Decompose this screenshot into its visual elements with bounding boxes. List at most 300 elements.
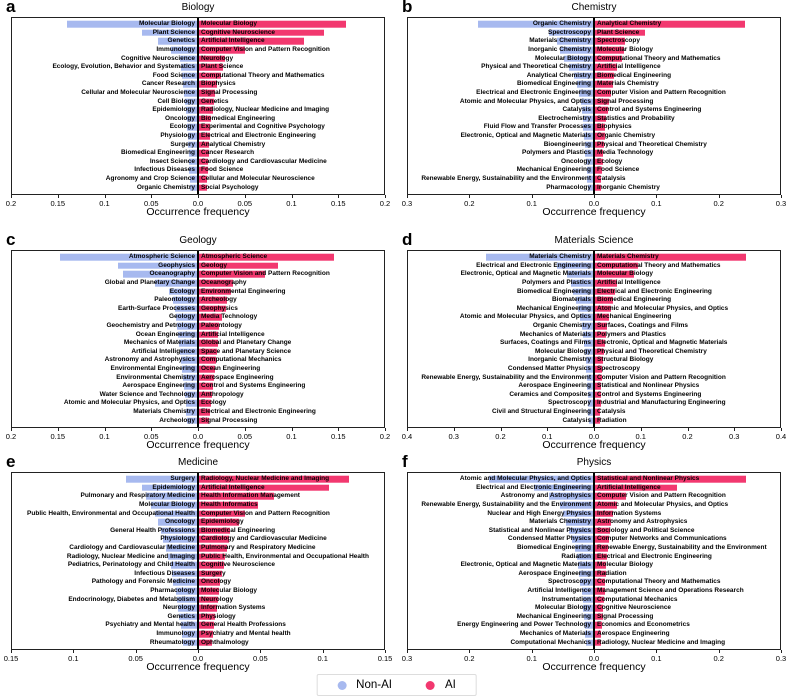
ai-label: Biomedical Engineering: [201, 114, 276, 122]
ai-label: Computational Mechanics: [201, 356, 282, 364]
nonai-label: Mechanical Engineering: [516, 166, 591, 174]
x-tick-mark: [198, 428, 199, 431]
x-tick-label: 0.15: [330, 432, 346, 441]
nonai-label: Materials Chemistry: [133, 407, 195, 415]
nonai-label: Atomic and Molecular Physics, and Optics: [459, 475, 591, 483]
ai-label: Information Systems: [597, 509, 662, 517]
nonai-label: Organic Chemistry: [136, 183, 195, 191]
x-tick-label: 0.1: [635, 432, 646, 441]
ai-label: Cognitive Neuroscience: [201, 560, 276, 568]
nonai-label: Endocrinology, Diabetes and Metabolism: [68, 595, 195, 603]
x-tick-label: 0.4: [775, 432, 787, 441]
nonai-label: Radiology, Nuclear Medicine and Imaging: [66, 552, 195, 560]
panel-title: Materials Science: [554, 235, 634, 246]
x-axis-title: Occurrence frequency: [542, 439, 646, 451]
ai-label: General Health Professions: [201, 621, 286, 629]
ai-label: Public Health, Environmental and Occupational Health: [201, 552, 369, 560]
ai-label: Atmospheric Science: [201, 253, 268, 261]
ai-legend-dot-icon: [426, 681, 435, 690]
nonai-label: Analytical Chemistry: [526, 71, 591, 79]
legend-item-ai: [426, 679, 456, 691]
center-axis-line: [593, 251, 595, 427]
nonai-label: Biomedical Engineering: [120, 148, 195, 156]
x-tick-mark: [58, 428, 59, 431]
ai-label: Control and Systems Engineering: [201, 381, 306, 389]
nonai-label: Physical and Theoretical Chemistry: [481, 63, 591, 71]
nonai-label: Computational Mechanics: [510, 638, 591, 646]
nonai-legend-label: Non-AI: [356, 679, 392, 691]
x-tick-label: 0.4: [401, 432, 413, 441]
ai-label: Electrical and Electronic Engineering: [201, 131, 316, 139]
nonai-label: Astronomy and Astrophysics: [104, 356, 195, 364]
x-tick-mark: [547, 428, 548, 431]
panel-letter-d: d: [402, 230, 413, 249]
nonai-label: Archeology: [159, 416, 195, 424]
ai-label: Artificial Intelligence: [201, 483, 265, 491]
ai-label: Plant Science: [597, 28, 640, 36]
nonai-label: Electronic, Optical and Magnetic Materials: [460, 560, 591, 568]
ai-label: Aerospace Engineering: [201, 373, 274, 381]
x-tick-label: 0.05: [237, 199, 253, 208]
nonai-label: Atomic and Molecular Physics, and Optics: [459, 313, 591, 321]
ai-label: Atomic and Molecular Physics, and Optics: [597, 304, 729, 312]
center-axis-line: [197, 18, 199, 194]
nonai-legend-dot-icon: [337, 681, 346, 690]
legend-item-nonai: [337, 679, 392, 691]
x-tick-mark: [292, 428, 293, 431]
nonai-label: Molecular Biology: [139, 500, 195, 508]
x-tick-label: 0.05: [128, 654, 143, 663]
nonai-label: Mechanics of Materials: [519, 629, 591, 637]
ai-label: Molecular Biology: [201, 586, 257, 594]
ai-label: Computational Theory and Mathematics: [597, 54, 721, 62]
panel-a: [0, 0, 396, 233]
panel-c: [0, 230, 396, 455]
x-tick-label: 0.1: [317, 654, 328, 663]
nonai-label: Insect Science: [149, 157, 195, 165]
ai-label: Materials Chemistry: [597, 80, 659, 88]
nonai-label: Psychiatry and Mental health: [105, 621, 195, 629]
nonai-label: Food Science: [152, 71, 195, 79]
ai-label: Economics and Econometrics: [597, 621, 690, 629]
nonai-label: Civil and Structural Engineering: [492, 407, 591, 415]
x-tick-mark: [105, 195, 106, 198]
ai-label: Statistical and Nonlinear Physics: [597, 475, 700, 483]
nonai-label: Pathology and Forensic Medicine: [91, 578, 195, 586]
nonai-label: Pharmacology: [150, 586, 195, 594]
nonai-label: Polymers and Plastics: [521, 278, 591, 286]
nonai-label: Materials Chemistry: [529, 518, 591, 526]
nonai-label: Renewable Energy, Sustainability and the Environment: [421, 373, 591, 381]
nonai-label: Atomic and Molecular Physics, and Optics: [63, 399, 195, 407]
ai-label: Aerospace Engineering: [597, 629, 670, 637]
nonai-label: Materials Chemistry: [529, 37, 591, 45]
ai-label: Oncology: [201, 578, 231, 586]
nonai-label: Renewable Energy, Sustainability and the Environment: [421, 174, 591, 182]
x-tick-mark: [781, 195, 782, 198]
x-tick-mark: [781, 650, 782, 653]
ai-label: Radiology, Nuclear Medicine and Imaging: [201, 105, 330, 113]
ai-label: Anthropology: [201, 390, 244, 398]
x-tick-mark: [781, 428, 782, 431]
ai-label: Health Informatics: [201, 500, 258, 508]
nonai-label: Astronomy and Astrophysics: [500, 492, 591, 500]
x-tick-label: 0.1: [651, 654, 662, 663]
x-tick-mark: [594, 650, 595, 653]
ai-label: Food Science: [597, 166, 640, 174]
ai-label: Neurology: [201, 595, 234, 603]
x-tick-mark: [11, 428, 12, 431]
nonai-label: Inorganic Chemistry: [528, 356, 591, 364]
nonai-label: Electrical and Electronic Engineering: [476, 88, 591, 96]
x-tick-label: 0.2: [495, 432, 506, 441]
nonai-label: Organic Chemistry: [532, 321, 591, 329]
plot-area: [407, 472, 781, 650]
x-tick-mark: [594, 428, 595, 431]
ai-label: Electrical and Electronic Engineering: [201, 407, 316, 415]
plot-area: [407, 17, 781, 195]
nonai-label: Polymers and Plastics: [521, 148, 591, 156]
nonai-label: Cancer Research: [141, 80, 195, 88]
x-tick-mark: [260, 650, 261, 653]
x-tick-label: 0.2: [713, 654, 724, 663]
ai-label: Electrical and Electronic Engineering: [597, 287, 712, 295]
nonai-label: Ecology: [169, 123, 195, 131]
nonai-label: Mechanical Engineering: [516, 304, 591, 312]
nonai-label: Catalysis: [562, 416, 591, 424]
panel-letter-f: f: [402, 452, 408, 471]
x-tick-label: 0.1: [68, 654, 79, 663]
x-tick-mark: [338, 195, 339, 198]
nonai-label: Cognitive Neuroscience: [120, 54, 195, 62]
ai-label: Biomedical Engineering: [201, 526, 276, 534]
ai-label: Psychiatry and Mental health: [201, 629, 291, 637]
x-tick-label: 0.1: [542, 432, 553, 441]
ai-label: Surgery: [201, 569, 226, 577]
ai-label: Computer Vision and Pattern Recognition: [201, 270, 330, 278]
x-tick-label: 0.05: [237, 432, 253, 441]
ai-label: Media Technology: [201, 313, 258, 321]
ai-label: Health Information Management: [201, 492, 300, 500]
plot-area: [11, 17, 385, 195]
x-tick-label: 0.0: [192, 654, 204, 663]
nonai-label: Ecology, Evolution, Behavior and Systematics: [52, 63, 195, 71]
ai-label: Computational Theory and Mathematics: [597, 578, 721, 586]
nonai-label: Bioengineering: [543, 140, 591, 148]
ai-label: Mechanical Engineering: [597, 313, 672, 321]
nonai-label: Oncology: [561, 157, 591, 165]
ai-label: Social Psychology: [201, 183, 259, 191]
x-tick-label: 0.2: [464, 654, 475, 663]
nonai-label: Statistical and Nonlinear Physics: [488, 526, 591, 534]
x-tick-label: 0.0: [192, 432, 204, 441]
nonai-label: Environmental Engineering: [110, 364, 195, 372]
ai-label: Paleontology: [201, 321, 242, 329]
nonai-label: Ecology: [169, 287, 195, 295]
nonai-label: Nuclear and High Energy Physics: [487, 509, 591, 517]
nonai-label: Condensed Matter Physics: [507, 364, 591, 372]
x-tick-label: 0.2: [379, 432, 391, 441]
nonai-label: Artificial Intelligence: [131, 347, 195, 355]
panel-b: [396, 0, 793, 233]
nonai-label: Electrochemistry: [538, 114, 591, 122]
nonai-label: Surgery: [170, 475, 195, 483]
ai-label: Cognitive Neuroscience: [597, 603, 672, 611]
x-tick-mark: [454, 428, 455, 431]
ai-label: Statistical and Nonlinear Physics: [597, 381, 700, 389]
nonai-label: Pulmonary and Respiratory Medicine: [80, 492, 195, 500]
ai-label: Archeology: [201, 296, 237, 304]
ai-label: Experimental and Cognitive Psychology: [201, 123, 325, 131]
x-axis-title: Occurrence frequency: [146, 661, 250, 673]
nonai-label: Spectroscopy: [548, 28, 591, 36]
nonai-label: Global and Planetary Change: [104, 278, 195, 286]
x-tick-label: 0.1: [651, 199, 662, 208]
ai-label: Computational Theory and Mathematics: [201, 71, 325, 79]
ai-label: Inorganic Chemistry: [597, 183, 660, 191]
nonai-label: Electronic, Optical and Magnetic Materials: [460, 131, 591, 139]
x-axis-title: Occurrence frequency: [146, 206, 250, 218]
x-tick-mark: [501, 428, 502, 431]
panel-d: [396, 230, 793, 455]
x-tick-mark: [407, 428, 408, 431]
x-tick-label: 0.05: [143, 432, 159, 441]
nonai-label: Rheumatology: [149, 638, 195, 646]
nonai-label: Cellular and Molecular Neuroscience: [81, 88, 195, 96]
nonai-label: Molecular Biology: [139, 20, 195, 28]
nonai-label: Biomaterials: [551, 296, 591, 304]
ai-label: Molecular Biology: [201, 20, 257, 28]
x-tick-label: 0.15: [50, 432, 66, 441]
legend: [316, 674, 477, 696]
x-tick-label: 0.1: [99, 199, 110, 208]
nonai-label: Molecular Biology: [535, 603, 591, 611]
nonai-label: Electrical and Electronic Engineering: [476, 483, 591, 491]
x-tick-mark: [151, 428, 152, 431]
x-tick-mark: [688, 428, 689, 431]
nonai-label: Water Science and Technology: [99, 390, 195, 398]
nonai-label: Earth-Surface Processes: [118, 304, 195, 312]
ai-label: Global and Planetary Change: [201, 338, 292, 346]
nonai-label: Biomedical Engineering: [516, 287, 591, 295]
ai-label: Computational Mechanics: [597, 595, 678, 603]
center-axis-line: [593, 18, 595, 194]
ai-label: Artificial Intelligence: [597, 278, 661, 286]
x-tick-label: 0.0: [588, 654, 600, 663]
nonai-label: Ceramics and Composites: [509, 390, 591, 398]
nonai-label: Artificial Intelligence: [527, 586, 591, 594]
nonai-label: Molecular Biology: [535, 54, 591, 62]
ai-label: Cancer Research: [201, 148, 255, 156]
nonai-label: Oncology: [165, 114, 195, 122]
x-tick-label: 0.3: [775, 199, 787, 208]
ai-label: Materials Chemistry: [597, 253, 659, 261]
ai-label: Molecular Biology: [597, 270, 653, 278]
ai-label: Cardiology and Cardiovascular Medicine: [201, 157, 327, 165]
x-tick-mark: [469, 650, 470, 653]
x-tick-label: 0.2: [464, 199, 475, 208]
nonai-label: Spectroscopy: [548, 578, 591, 586]
x-tick-label: 0.2: [713, 199, 724, 208]
x-tick-mark: [532, 195, 533, 198]
center-axis-line: [593, 473, 595, 649]
ai-label: Artificial Intelligence: [201, 330, 265, 338]
x-tick-label: 0.3: [729, 432, 740, 441]
x-axis-title: Occurrence frequency: [542, 206, 646, 218]
ai-label: Electrical and Electronic Engineering: [597, 552, 712, 560]
panel-letter-a: a: [6, 0, 16, 16]
ai-label: Signal Processing: [201, 416, 258, 424]
plot-area: [407, 250, 781, 428]
ai-label: Cellular and Molecular Neuroscience: [201, 174, 315, 182]
nonai-label: Aerospace Engineering: [518, 569, 591, 577]
ai-label: Cognitive Neuroscience: [201, 28, 276, 36]
x-tick-label: 0.3: [401, 199, 413, 208]
panel-title: Geology: [179, 235, 217, 246]
nonai-label: Surgery: [170, 140, 195, 148]
x-tick-mark: [245, 428, 246, 431]
ai-label: Signal Processing: [597, 97, 654, 105]
nonai-label: Geochemistry and Petrology: [106, 321, 195, 329]
x-tick-mark: [385, 428, 386, 431]
x-tick-mark: [469, 195, 470, 198]
x-tick-mark: [198, 195, 199, 198]
x-tick-mark: [11, 195, 12, 198]
nonai-label: Ocean Engineering: [135, 330, 195, 338]
ai-label: Pulmonary and Respiratory Medicine: [201, 543, 316, 551]
nonai-label: Condensed Matter Physics: [507, 535, 591, 543]
ai-label: Polymers and Plastics: [597, 330, 667, 338]
panel-title: Biology: [181, 2, 215, 13]
ai-label: Space and Planetary Science: [201, 347, 291, 355]
nonai-label: Oncology: [165, 518, 195, 526]
x-axis-title: Occurrence frequency: [146, 439, 250, 451]
x-tick-label: 0.2: [5, 199, 17, 208]
ai-label: Physiology: [201, 612, 236, 620]
nonai-label: Genetics: [167, 612, 195, 620]
nonai-label: Renewable Energy, Sustainability and the Environment: [421, 500, 591, 508]
x-tick-mark: [105, 428, 106, 431]
x-tick-mark: [532, 650, 533, 653]
x-tick-label: 0.1: [526, 199, 537, 208]
x-tick-label: 0.15: [50, 199, 66, 208]
ai-label: Physical and Theoretical Chemistry: [597, 140, 707, 148]
ai-label: Ocean Engineering: [201, 364, 261, 372]
nonai-label: Physiology: [160, 131, 195, 139]
nonai-label: Aerospace Engineering: [122, 381, 195, 389]
ai-label: Food Science: [201, 166, 244, 174]
x-tick-mark: [323, 650, 324, 653]
ai-label: Radiation: [597, 569, 627, 577]
ai-label: Structural Biology: [597, 356, 654, 364]
ai-label: Biomedical Engineering: [597, 296, 672, 304]
ai-label: Analytical Chemistry: [597, 20, 662, 28]
ai-label: Electronic, Optical and Magnetic Materials: [597, 338, 728, 346]
x-tick-mark: [594, 195, 595, 198]
nonai-label: Atmospheric Science: [128, 253, 195, 261]
ai-label: Biophysics: [201, 80, 236, 88]
x-tick-label: 0.1: [526, 654, 537, 663]
ai-label: Cardiology and Cardiovascular Medicine: [201, 535, 327, 543]
nonai-label: Infectious Diseases: [134, 569, 195, 577]
x-tick-mark: [58, 195, 59, 198]
center-axis-line: [197, 251, 199, 427]
x-tick-mark: [73, 650, 74, 653]
nonai-label: Geology: [168, 313, 195, 321]
panel-letter-e: e: [6, 452, 16, 471]
ai-label: Environmental Engineering: [201, 287, 286, 295]
nonai-label: Catalysis: [562, 105, 591, 113]
nonai-label: Physiology: [160, 535, 195, 543]
ai-label: Artificial Intelligence: [597, 483, 661, 491]
ai-label: Industrial and Manufacturing Engineering: [597, 399, 726, 407]
nonai-label: Mechanics of Materials: [519, 330, 591, 338]
nonai-label: Electrical and Electronic Engineering: [476, 261, 591, 269]
ai-label: Catalysis: [597, 174, 626, 182]
ai-label: Sociology and Political Science: [597, 526, 695, 534]
ai-label: Radiation: [597, 416, 627, 424]
x-tick-label: 0.3: [775, 654, 787, 663]
ai-label: Radiology, Nuclear Medicine and Imaging: [201, 475, 330, 483]
nonai-label: Geophysics: [158, 261, 195, 269]
x-tick-label: 0.1: [99, 432, 110, 441]
x-tick-mark: [719, 195, 720, 198]
nonai-label: Immunology: [156, 45, 195, 53]
nonai-label: Cell Biology: [157, 97, 195, 105]
ai-label: Analytical Chemistry: [201, 140, 266, 148]
nonai-label: Organic Chemistry: [532, 20, 591, 28]
ai-label: Organic Chemistry: [597, 131, 656, 139]
nonai-label: Paleontology: [154, 296, 195, 304]
x-tick-label: 0.1: [286, 432, 297, 441]
x-tick-label: 0.1: [286, 199, 297, 208]
ai-label: Ecology: [597, 157, 623, 165]
nonai-label: General Health Professions: [110, 526, 195, 534]
x-tick-label: 0.3: [401, 654, 413, 663]
nonai-label: Epidemiology: [152, 483, 195, 491]
nonai-label: Neurology: [162, 603, 195, 611]
ai-label: Molecular Biology: [597, 45, 653, 53]
ai-label: Spectroscopy: [597, 364, 640, 372]
x-tick-label: 0.3: [448, 432, 459, 441]
ai-label: Geology: [201, 261, 228, 269]
ai-label: Computer Vision and Pattern Recognition: [597, 88, 726, 96]
nonai-label: Agronomy and Crop Science: [105, 174, 195, 182]
ai-label: Spectroscopy: [597, 37, 640, 45]
nonai-label: Instrumentation: [541, 595, 591, 603]
x-tick-label: 0.0: [588, 432, 600, 441]
ai-label: Media Technology: [597, 148, 654, 156]
x-tick-mark: [407, 195, 408, 198]
ai-label: Ecology: [201, 399, 227, 407]
x-tick-label: 0.2: [682, 432, 693, 441]
ai-label: Control and Systems Engineering: [597, 390, 702, 398]
ai-label: Biomedical Engineering: [597, 71, 672, 79]
nonai-label: Mechanical Engineering: [516, 612, 591, 620]
x-tick-mark: [385, 650, 386, 653]
ai-label: Signal Processing: [597, 612, 654, 620]
nonai-label: Public Health, Environmental and Occupational Health: [27, 509, 195, 517]
x-axis-title: Occurrence frequency: [542, 661, 646, 673]
panel-title: Physics: [576, 457, 612, 468]
panel-e: [0, 452, 396, 673]
ai-label: Neurology: [201, 54, 234, 62]
panel-title: Medicine: [177, 457, 219, 468]
ai-label: Geophysics: [201, 304, 238, 312]
nonai-label: Inorganic Chemistry: [528, 45, 591, 53]
ai-label: Oceanography: [201, 278, 247, 286]
nonai-label: Cardiology and Cardiovascular Medicine: [69, 543, 195, 551]
